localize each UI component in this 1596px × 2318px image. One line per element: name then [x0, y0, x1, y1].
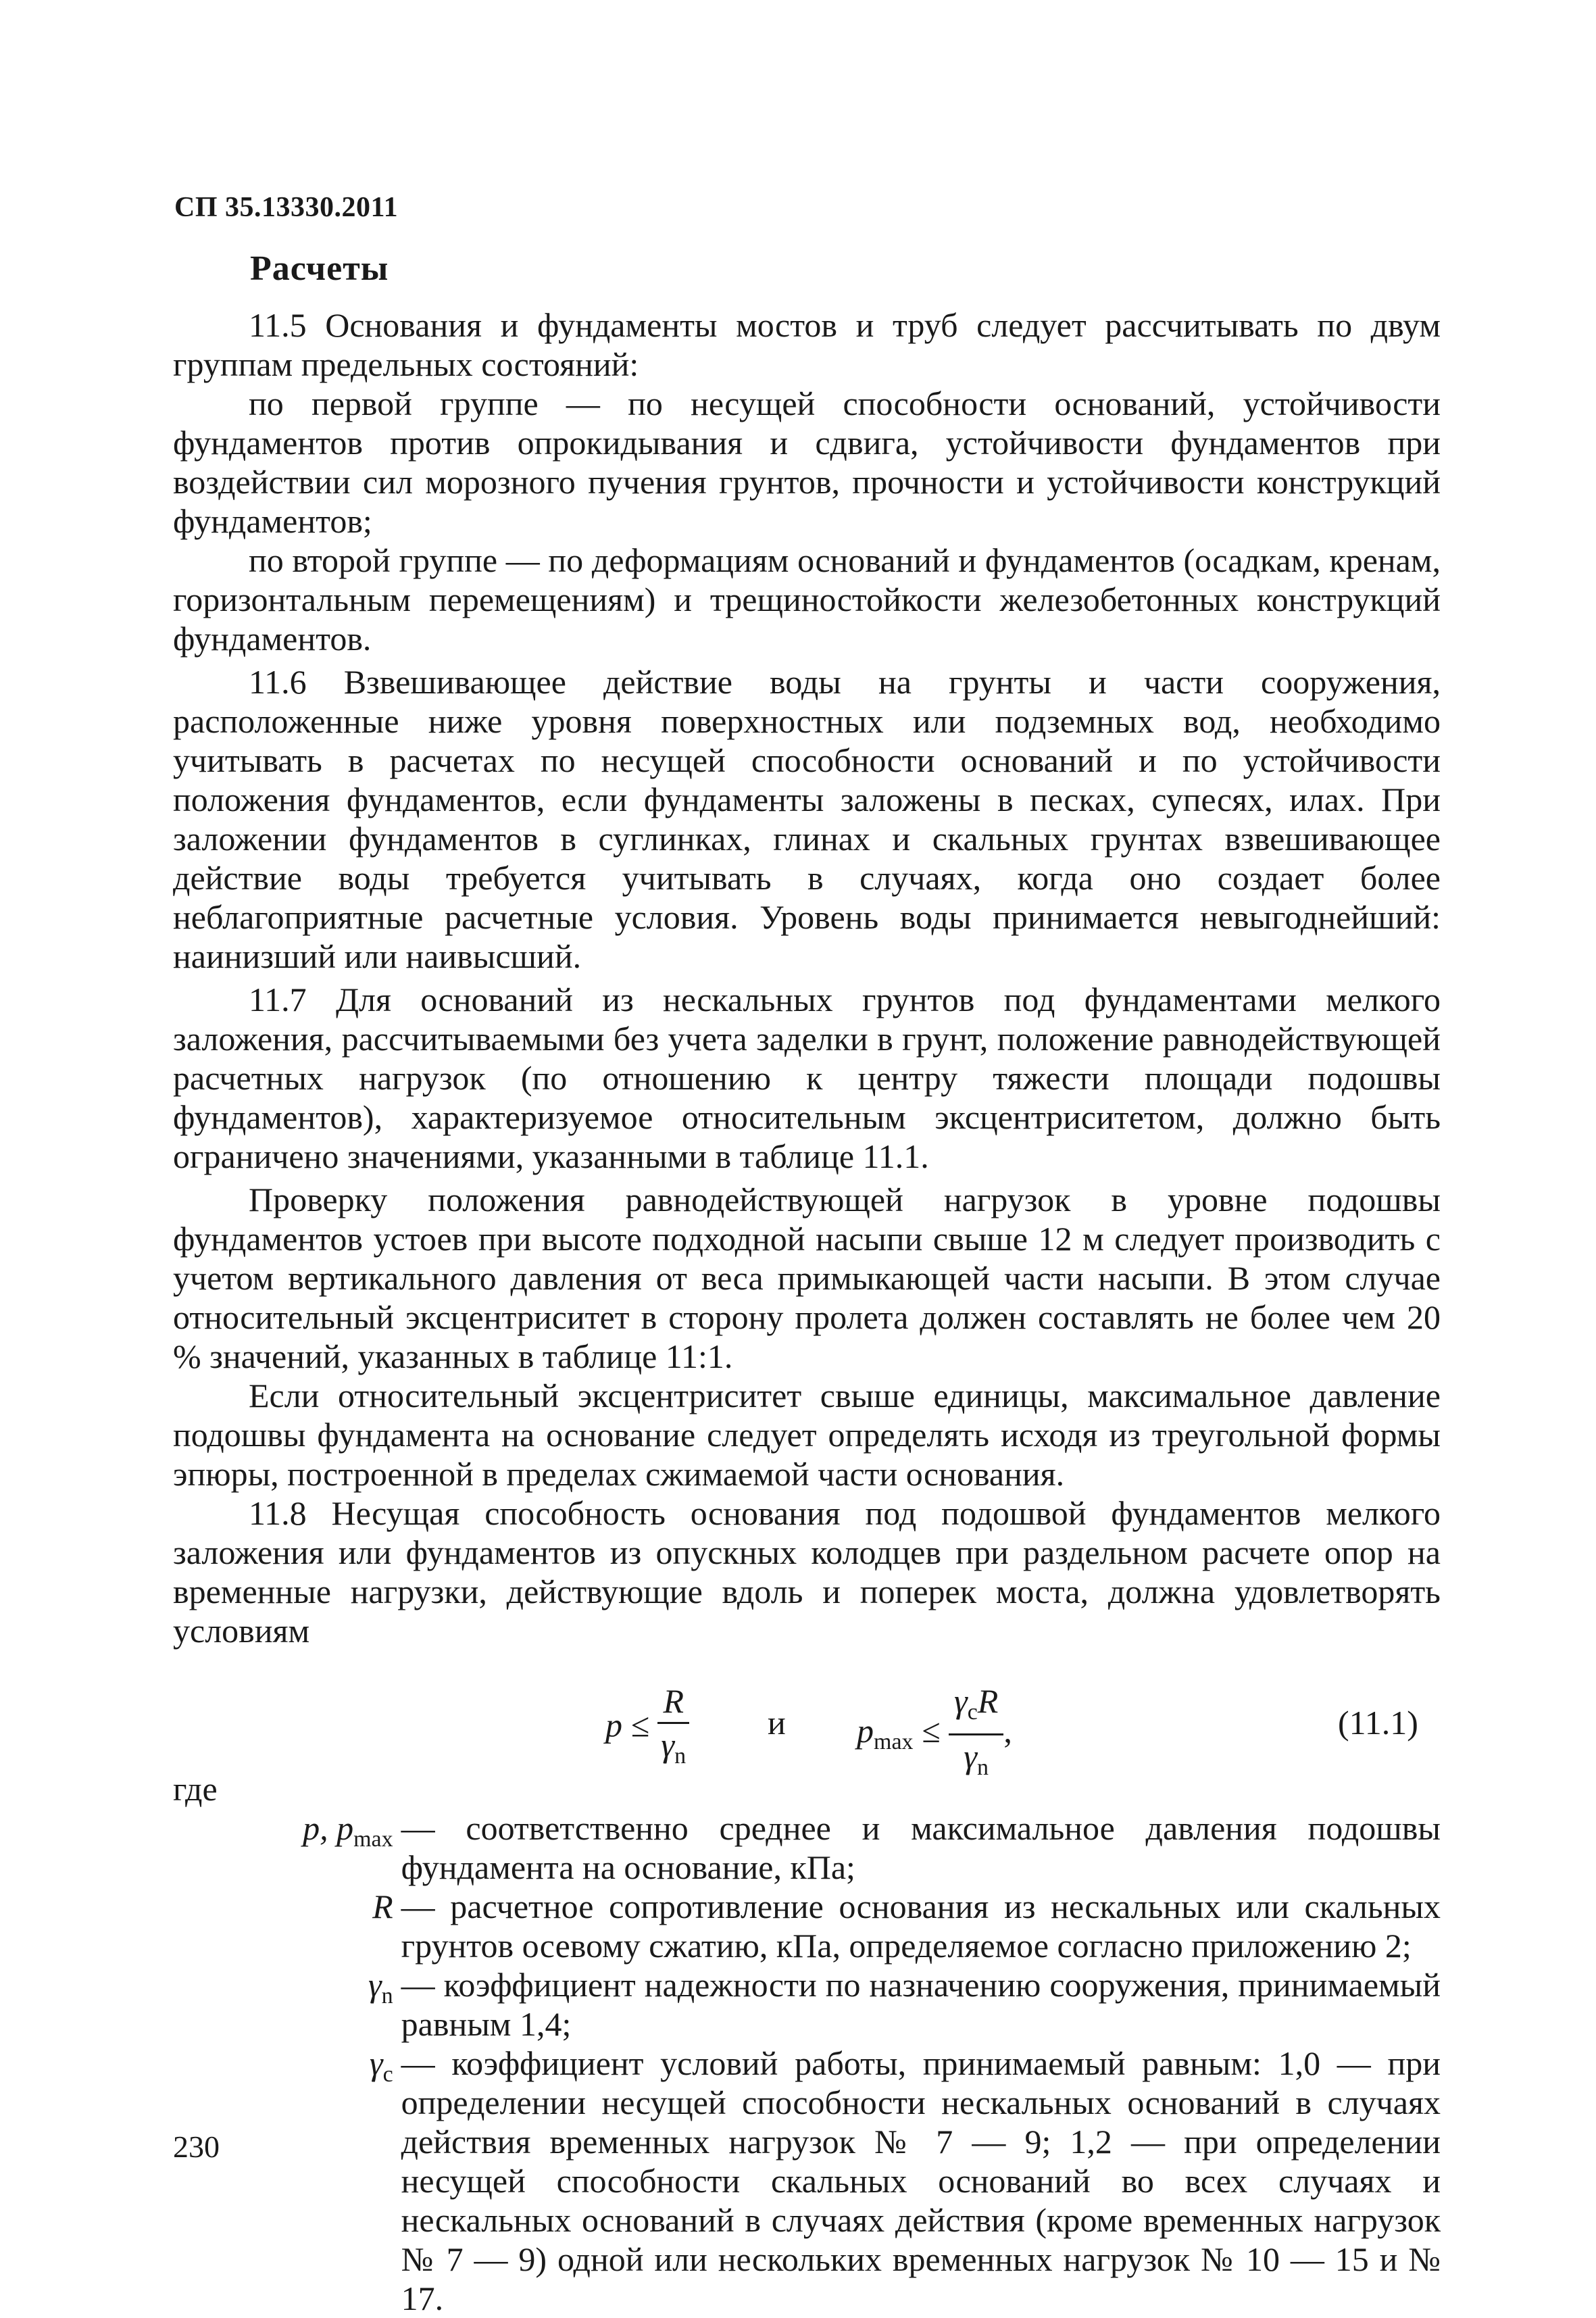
where-item-gamma-n [173, 1965, 1441, 2044]
definition-r: — расчетное сопротивление основания из нескальных или скальных грунтов осевому сжатию, кПа, определяемое согласно приложению 2; [401, 1888, 1441, 1965]
paragraph-11-7-check: Проверку положения равнодействующей нагрузок в уровне подошвы фундаментов устоев при высоте подходной насыпи свыше 12 м следует производить с учетом вертикального давления от веса примыкающей части насыпи. В этом случае относительный эксцентриситет в сторону пролета должен составлять не более чем 20 % значений, указанных в таблице 11:1. [173, 1181, 1441, 1375]
symbol-p-pmax: p, $p_{max}$ [303, 1809, 393, 1852]
symbol-gamma-n: $\gamma_n$ [368, 1966, 393, 2008]
where-item-p [173, 1808, 1441, 1887]
paragraph-11-7-eccentricity: Если относительный эксцентриситет свыше единицы, максимальное давление подошвы фундамента на основание следует определять исходя из треугольной формы эпюры, построенной в пределах сжимаемой части основания. [173, 1377, 1441, 1493]
document-code: СП 35.13330.2011 [174, 192, 399, 223]
formula-lhs-1: p ≤ $\frac{R}{\gamma_n}$ [605, 1681, 689, 1776]
paragraph-11-5-first-group: по первой группе — по несущей способности оснований, устойчивости фундаментов против опрокидывания и сдвига, устойчивости фундаментов при воздействии сил морозного пучения грунтов, прочности и устойчивости конструкций фундаментов; [173, 385, 1441, 540]
formula-11-1 [173, 1654, 1441, 1780]
paragraph-11-6: 11.6 Взвешивающее действие воды на грунты и части сооружения, расположенные ниже уровня поверхностных или подземных вод, необходимо учитывать в расчетах по несущей способности оснований и по устойчивости положения фундаментов, если фундаменты заложены в песках, супесях, илах. При заложении фундаментов в суглинках, глинах и скальных грунтах взвешивающее действие воды требуется учитывать в случаях, когда оно создает более неблагоприятные расчетные условия. Уровень воды принимается невыгоднейший: наинизший или наивысший. [173, 663, 1441, 975]
paragraph-11-8: 11.8 Несущая способность основания под подошвой фундаментов мелкого заложения или фундаментов из опускных колодцев при раздельном расчете опор на временные нагрузки, действующие вдоль и поперек моста, должна удовлетворять условиям [173, 1494, 1441, 1650]
where-label: где [173, 1770, 218, 1808]
formula-lhs-2: $p_{max}$ ≤ $\frac{\gamma_cR}{\gamma_n}$ , [857, 1681, 1012, 1787]
fraction-gamma-c-r-over-gamma-n: $\frac{\gamma_cR}{\gamma_n}$ [949, 1681, 1003, 1787]
where-list [173, 1769, 1441, 2318]
paragraph-11-5-second-group: по второй группе — по деформациям оснований и фундаментов (осадкам, кренам, горизонтальным перемещениям) и трещиностойкости железобетонных конструкций фундаментов. [173, 541, 1441, 658]
definition-gamma-n: — коэффициент надежности по назначению сооружения, принимаемый равным 1,4; [401, 1966, 1441, 2043]
definition-gamma-c: — коэффициент условий работы, принимаемый равным: 1,0 — при определении несущей способности нескальных оснований в случаях действия временных нагрузок № 7 — 9; 1,2 — при определении несущей способности скальных оснований во всех случаях и нескальных оснований в случаях действия (кроме временных нагрузок № 7 — 9) одной или нескольких временных нагрузок № 10 — 15 и № 17. [401, 2044, 1441, 2317]
formula-and: и [768, 1704, 786, 1742]
formula-number: (11.1) [1338, 1704, 1418, 1742]
paragraph-11-5: 11.5 Основания и фундаменты мостов и труб следует рассчитывать по двум группам предельных состояний: [173, 306, 1441, 383]
section-title: Расчеты [250, 249, 389, 288]
body-text [173, 305, 1441, 2318]
symbol-gamma-c: $\gamma_c$ [369, 2044, 393, 2087]
symbol-r: R [372, 1888, 393, 1925]
paragraph-11-7: 11.7 Для оснований из нескальных грунтов под фундаментами мелкого заложения, рассчитываемыми без учета заделки в грунт, положение равнодействующей расчетных нагрузок (по отношению к центру тяжести площади подошвы фундаментов), характеризуемое относительным эксцентриситетом, должно быть ограничено значениями, указанными в таблице 11.1. [173, 981, 1441, 1175]
where-item-gamma-c [173, 2044, 1441, 2318]
definition-p-pmax: — соответственно среднее и максимальное давления подошвы фундамента на основание, кПа; [401, 1809, 1441, 1886]
fraction-r-over-gamma-n: $\frac{R}{\gamma_n}$ [657, 1681, 689, 1776]
where-item-r [173, 1887, 1441, 1965]
page-number: 230 [173, 2129, 220, 2164]
